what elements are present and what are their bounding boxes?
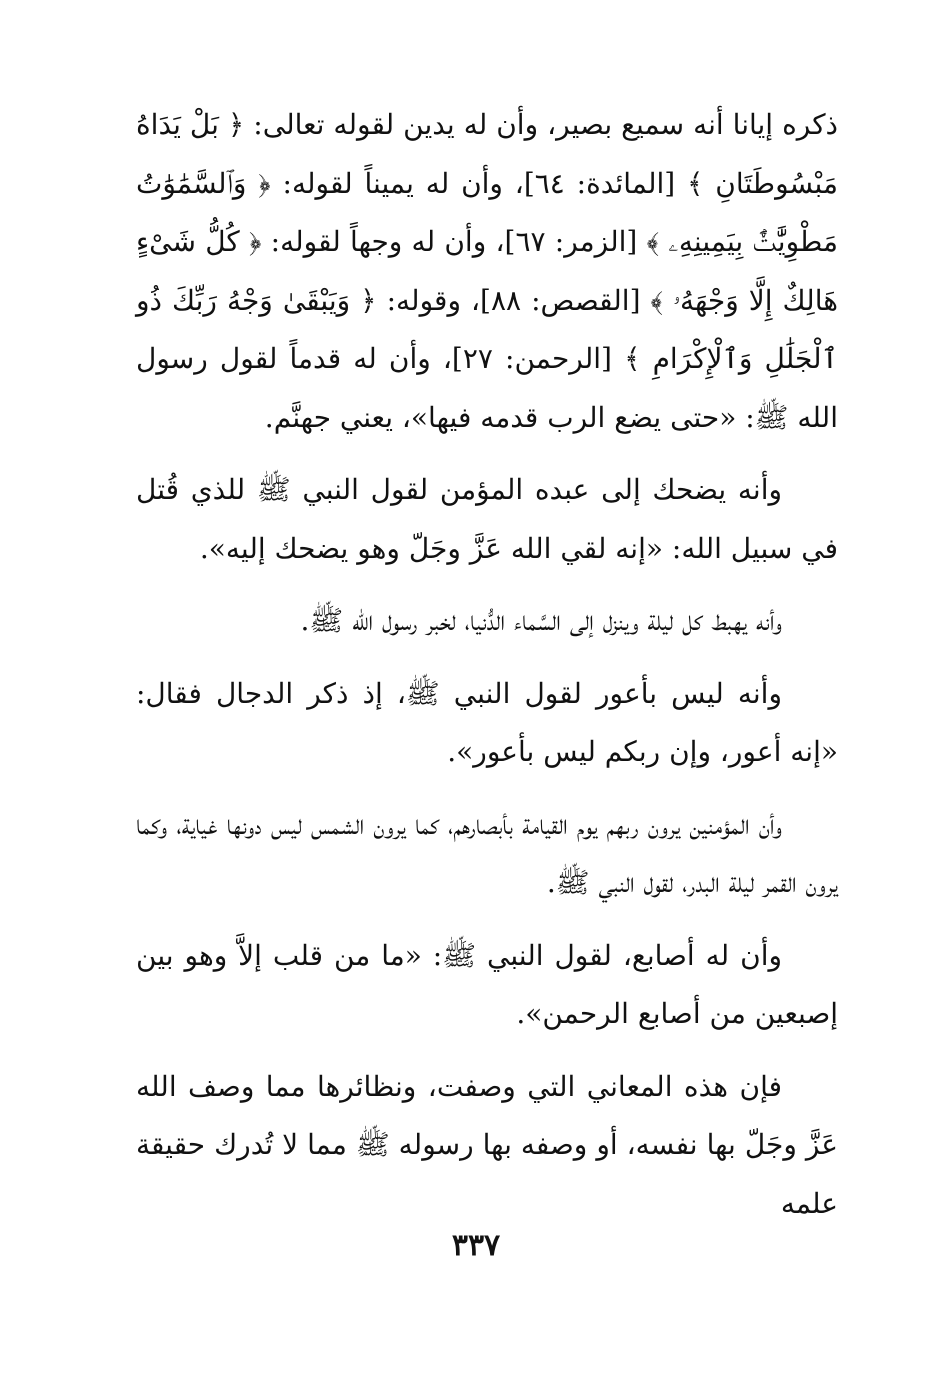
paragraph-attributes-verses: ذكره إيانا أنه سميع بصير، وأن له يدين لقوله تعالى: ﴿ بَلْ يَدَاهُ مَبْسُوطَتَانِ ﴾ [المائدة: ٦٤]، وأن له يميناً لقوله: ﴿ وَٱلسَّمَٰوَٰتُ مَطْوِيَّٰتٌۢ بِيَمِينِهِۦ ﴾ [الزمر: ٦٧]، وأن له وجهاً لقوله: ﴿ كُلُّ شَىْءٍ هَالِكٌ إِلَّا وَجْهَهُۥ ﴾ [القصص: ٨٨]، وقوله: ﴿ وَيَبْقَىٰ وَجْهُ رَبِّكَ ذُو ٱلْجَلَٰلِ وَٱلْإِكْرَامِ ﴾ [الرحمن: ٢٧]، وأن له قدماً لقول رسول الله ﷺ: «حتى يضع الرب قدمه فيها»، يعني جهنَّم. [136,108,838,434]
paragraph-meanings: فإن هذه المعاني التي وصفت، ونظائرها مما وصف الله عَزَّ وجَلّ بها نفسه، أو وصفه بها رسوله ﷺ مما لا تُدرك حقيقة علمه [136,1069,838,1220]
paragraph-laughing: وأنه يضحك إلى عبده المؤمن لقول النبي ﷺ للذي قُتل في سبيل الله: «إنه لقي الله عَزَّ وجَلّ وهو يضحك إليه». [136,473,838,565]
paragraph-descending: وأنه يهبط كل ليلة وينزل إلى السَّماء الدُّنيا، لخبر رسول الله ﷺ. [300,604,782,637]
paragraph-fingers: وأن له أصابع، لقول النبي ﷺ: «ما من قلب إلاَّ وهو بين إصبعين من أصابع الرحمن». [136,938,838,1030]
page-number: ٣٣٧ [451,1228,501,1263]
paragraph-seeing-lord: وأن المؤمنين يرون ربهم يوم القيامة بأبصارهم، كما يرون الشمس ليس دونها غياية، وكما يرون القمر ليلة البدر، لقول النبي ﷺ. [136,807,838,899]
body-text [136,96,838,1247]
paragraph-not-one-eyed: وأنه ليس بأعور لقول النبي ﷺ، إذ ذكر الدجال فقال: «إنه أعور، وإن ربكم ليس بأعور». [136,676,838,768]
